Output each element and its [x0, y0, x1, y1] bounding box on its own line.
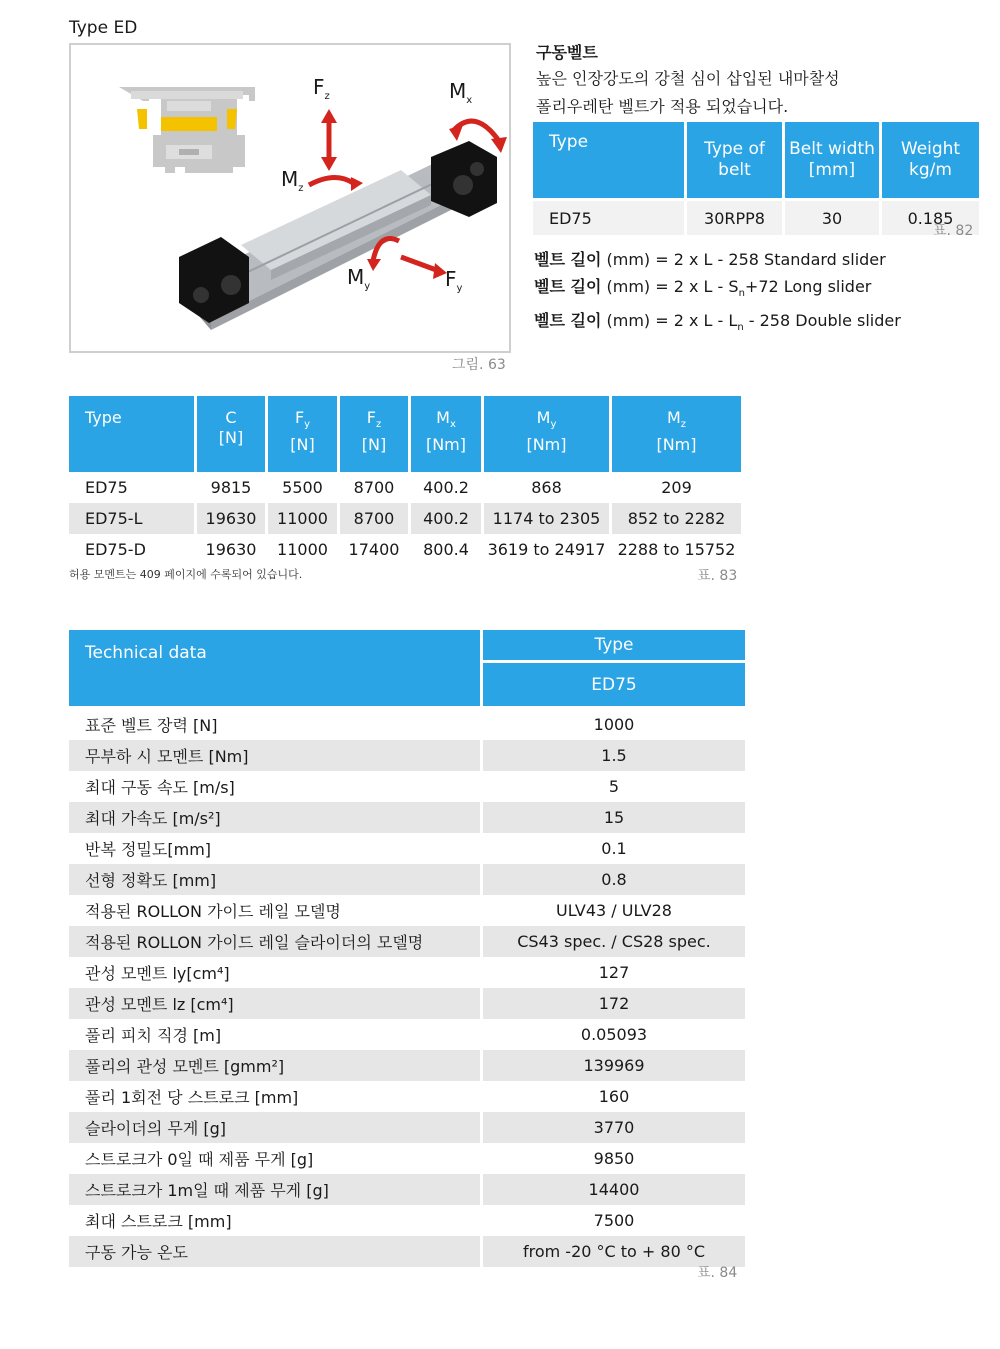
load-cell: 800.4: [411, 534, 484, 565]
table-row: [69, 1112, 745, 1143]
tech-row-label: 풀리 피치 직경 [m]: [69, 1019, 483, 1050]
figure-caption: 그림. 63: [452, 357, 506, 373]
table-row: [69, 1236, 745, 1267]
tech-header-label: Technical data: [69, 630, 483, 706]
table-row: [69, 503, 741, 534]
tech-row-value: ULV43 / ULV28: [483, 895, 745, 926]
tech-row-label: 반복 정밀도[mm]: [69, 833, 483, 864]
table-row: [69, 988, 745, 1019]
tech-row-value: 7500: [483, 1205, 745, 1236]
tech-row-value: 3770: [483, 1112, 745, 1143]
actuator-illustration: [71, 45, 509, 351]
load-header-type: Type: [69, 396, 197, 472]
tech-row-value: 0.05093: [483, 1019, 745, 1050]
table-row: [69, 833, 745, 864]
belt-header-weight: Weight kg/m: [882, 122, 979, 198]
formula-standard: 벨트 길이 (mm) = 2 x L - 258 Standard slider: [534, 250, 886, 269]
load-table-note: 허용 모멘트는 409 페이지에 수록되어 있습니다.: [69, 568, 303, 581]
table-row: [69, 1081, 745, 1112]
tech-row-label: 구동 가능 온도: [69, 1236, 483, 1267]
label-fz: $F_z$: [313, 75, 330, 102]
table-row: [69, 1050, 745, 1081]
tech-row-label: 무부하 시 모멘트 [Nm]: [69, 740, 483, 771]
tech-row-value: 160: [483, 1081, 745, 1112]
tech-row-value: from -20 °C to + 80 °C: [483, 1236, 745, 1267]
belt-cell-belt-width: 30: [785, 201, 882, 235]
belt-table: [533, 122, 979, 235]
load-header-fz: $F_z$ [N]: [340, 396, 411, 472]
technical-data-table: [69, 630, 745, 1267]
tech-row-value: 5: [483, 771, 745, 802]
load-header-fy: $F_y$ [N]: [268, 396, 340, 472]
load-cell: 11000: [268, 534, 340, 565]
load-cell: 1174 to 2305: [484, 503, 612, 534]
load-cell: 8700: [340, 503, 411, 534]
load-cell: 3619 to 24917: [484, 534, 612, 565]
tech-row-value: 139969: [483, 1050, 745, 1081]
tech-row-label: 적용된 ROLLON 가이드 레일 슬라이더의 모델명: [69, 926, 483, 957]
belt-table-caption: 표. 82: [933, 223, 974, 239]
table-row: [69, 895, 745, 926]
profile-cross-section: [119, 87, 255, 173]
load-cell: 9815: [197, 472, 268, 503]
belt-cell-type: ED75: [533, 201, 687, 235]
load-cell: 17400: [340, 534, 411, 565]
tech-row-value: CS43 spec. / CS28 spec.: [483, 926, 745, 957]
table-row: [69, 926, 745, 957]
label-fy: $F_y$: [445, 267, 463, 294]
belt-description: [536, 65, 840, 121]
tech-row-label: 적용된 ROLLON 가이드 레일 모델명: [69, 895, 483, 926]
load-header-c: C [N]: [197, 396, 268, 472]
belt-header-belt-width: Belt width [mm]: [785, 122, 882, 198]
tech-row-label: 선형 정확도 [mm]: [69, 864, 483, 895]
tech-row-value: 15: [483, 802, 745, 833]
tech-row-label: 풀리의 관성 모멘트 [gmm²]: [69, 1050, 483, 1081]
tech-row-label: 풀리 1회전 당 스트로크 [mm]: [69, 1081, 483, 1112]
belt-cell-weight: 0.185: [882, 201, 979, 235]
load-cell: 2288 to 15752: [612, 534, 741, 565]
tech-row-label: 관성 모멘트 lz [cm⁴]: [69, 988, 483, 1019]
load-cell: 19630: [197, 534, 268, 565]
table-row: [69, 534, 741, 565]
belt-title: 구동벨트: [536, 43, 598, 62]
table-row: [69, 1143, 745, 1174]
table-row: [69, 1174, 745, 1205]
tech-row-value: 172: [483, 988, 745, 1019]
belt-cell-type-of-belt: 30RPP8: [687, 201, 785, 235]
tech-row-label: 최대 가속도 [m/s²]: [69, 802, 483, 833]
load-cell: 8700: [340, 472, 411, 503]
load-cell: 19630: [197, 503, 268, 534]
tech-row-label: 최대 스트로크 [mm]: [69, 1205, 483, 1236]
load-cell: 5500: [268, 472, 340, 503]
tech-row-value: 14400: [483, 1174, 745, 1205]
load-cell: 852 to 2282: [612, 503, 741, 534]
load-capacity-table: [69, 396, 741, 565]
load-cell: ED75-D: [69, 534, 197, 565]
load-cell: 400.2: [411, 472, 484, 503]
tech-row-label: 스트로크가 0일 때 제품 무게 [g]: [69, 1143, 483, 1174]
tech-row-value: 127: [483, 957, 745, 988]
load-table-caption: 표. 83: [697, 568, 738, 584]
belt-length-formulas: [534, 246, 901, 341]
label-mz: $M_z$: [281, 167, 304, 194]
tech-row-label: 스트로크가 1m일 때 제품 무게 [g]: [69, 1174, 483, 1205]
table-row: [69, 1019, 745, 1050]
load-cell: 11000: [268, 503, 340, 534]
table-row: [69, 472, 741, 503]
table-row: [69, 740, 745, 771]
belt-header-type-of-belt: Type of belt: [687, 122, 785, 198]
table-row: [69, 709, 745, 740]
load-cell: 400.2: [411, 503, 484, 534]
load-header-mz: $M_z$ [Nm]: [612, 396, 741, 472]
tech-table-caption: 표. 84: [697, 1265, 738, 1281]
table-row: [69, 802, 745, 833]
tech-row-label: 관성 모멘트 ly[cm⁴]: [69, 957, 483, 988]
load-cell: ED75: [69, 472, 197, 503]
tech-row-value: 1000: [483, 709, 745, 740]
formula-double: 벨트 길이 (mm) = 2 x L - $L_n - 258$ Double slider: [534, 311, 901, 334]
load-cell: 209: [612, 472, 741, 503]
tech-row-value: 0.1: [483, 833, 745, 864]
label-my: $M_y$: [347, 265, 371, 292]
load-cell: ED75-L: [69, 503, 197, 534]
tech-row-label: 최대 구동 속도 [m/s]: [69, 771, 483, 802]
tech-header-model: ED75: [483, 663, 745, 706]
table-row: [69, 1205, 745, 1236]
load-header-my: $M_y$ [Nm]: [484, 396, 612, 472]
tech-row-label: 표준 벨트 장력 [N]: [69, 709, 483, 740]
tech-row-value: 1.5: [483, 740, 745, 771]
label-mx: $M_x$: [449, 79, 473, 106]
formula-long: 벨트 길이 (mm) = 2 x $L - S_n+72$ Long slider: [534, 277, 872, 300]
actuator-figure: [69, 43, 511, 353]
tech-row-value: 9850: [483, 1143, 745, 1174]
table-row: [69, 864, 745, 895]
table-row: [69, 957, 745, 988]
belt-desc-line-1: 높은 인장강도의 강철 심이 삽입된 내마찰성: [536, 69, 840, 88]
load-cell: 868: [484, 472, 612, 503]
table-row: [69, 771, 745, 802]
belt-header-type: Type: [533, 122, 687, 198]
belt-desc-line-2: 폴리우레탄 벨트가 적용 되었습니다.: [536, 97, 789, 116]
load-header-mx: $M_x$ [Nm]: [411, 396, 484, 472]
figure-title: Type ED: [69, 18, 138, 38]
tech-header-type: Type: [483, 630, 745, 663]
tech-row-label: 슬라이더의 무게 [g]: [69, 1112, 483, 1143]
tech-row-value: 0.8: [483, 864, 745, 895]
